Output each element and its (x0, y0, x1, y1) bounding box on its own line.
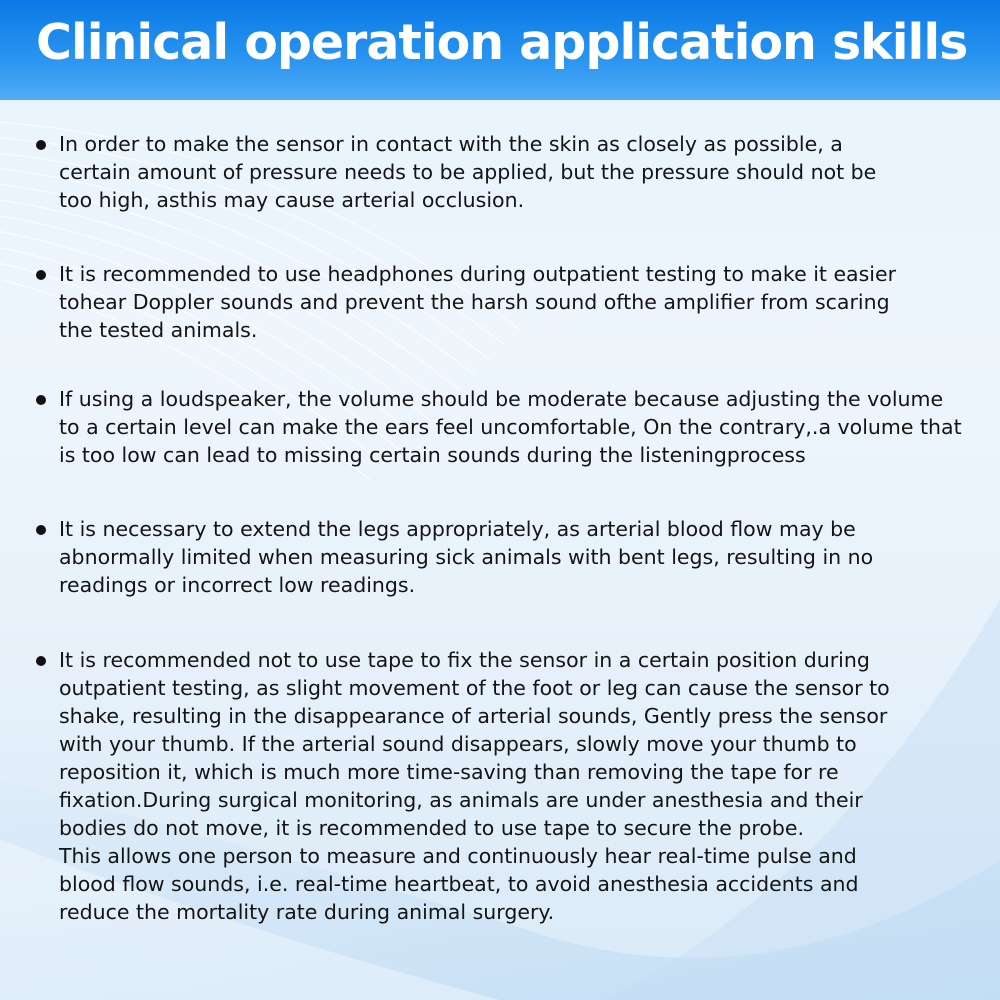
bullet-dot-icon (36, 656, 46, 666)
text-line: the tested animals. (59, 318, 258, 342)
text-line: is too low can lead to missing certain sounds during the listeningprocess (59, 443, 806, 467)
bullet-dot-icon (36, 395, 46, 405)
text-line: It is necessary to extend the legs appropriately, as arterial blood flow may be (59, 517, 856, 541)
text-line: This allows one person to measure and continuously hear real-time pulse and (59, 844, 857, 868)
text-line: In order to make the sensor in contact with the skin as closely as possible, a (59, 132, 843, 156)
text-line: fixation.During surgical monitoring, as animals are under anesthesia and their (59, 788, 863, 812)
list-item (59, 260, 1000, 344)
text-line: outpatient testing, as slight movement of the foot or leg can cause the sensor to (59, 676, 890, 700)
text-line: readings or incorrect low readings. (59, 573, 416, 597)
text-line: abnormally limited when measuring sick animals with bent legs, resulting in no (59, 545, 874, 569)
list-item (59, 646, 1000, 926)
bullet-dot-icon (36, 270, 46, 280)
text-line: It is recommended to use headphones during outpatient testing to make it easier (59, 262, 897, 286)
bullet-dot-icon (36, 140, 46, 150)
page-title: Clinical operation application skills (36, 14, 968, 71)
list-item (59, 515, 1000, 599)
list-item (59, 130, 1000, 214)
text-line: shake, resulting in the disappearance of arterial sounds, Gently press the sensor (59, 704, 888, 728)
bullet-dot-icon (36, 525, 46, 535)
text-line: certain amount of pressure needs to be applied, but the pressure should not be (59, 160, 877, 184)
text-line: reduce the mortality rate during animal surgery. (59, 900, 555, 924)
list-item (59, 385, 1000, 469)
text-line: If using a loudspeaker, the volume should be moderate because adjusting the volume (59, 387, 944, 411)
text-line: It is recommended not to use tape to fix the sensor in a certain position during (59, 648, 870, 672)
text-line: tohear Doppler sounds and prevent the harsh sound ofthe amplifier from scaring (59, 290, 890, 314)
text-line: reposition it, which is much more time-saving than removing the tape for re (59, 760, 839, 784)
text-line: bodies do not move, it is recommended to use tape to secure the probe. (59, 816, 804, 840)
text-line: with your thumb. If the arterial sound disappears, slowly move your thumb to (59, 732, 857, 756)
text-line: too high, asthis may cause arterial occlusion. (59, 188, 525, 212)
text-line: blood flow sounds, i.e. real-time heartbeat, to avoid anesthesia accidents and (59, 872, 859, 896)
text-line: to a certain level can make the ears feel uncomfortable, On the contrary,.a volume that (59, 415, 962, 439)
